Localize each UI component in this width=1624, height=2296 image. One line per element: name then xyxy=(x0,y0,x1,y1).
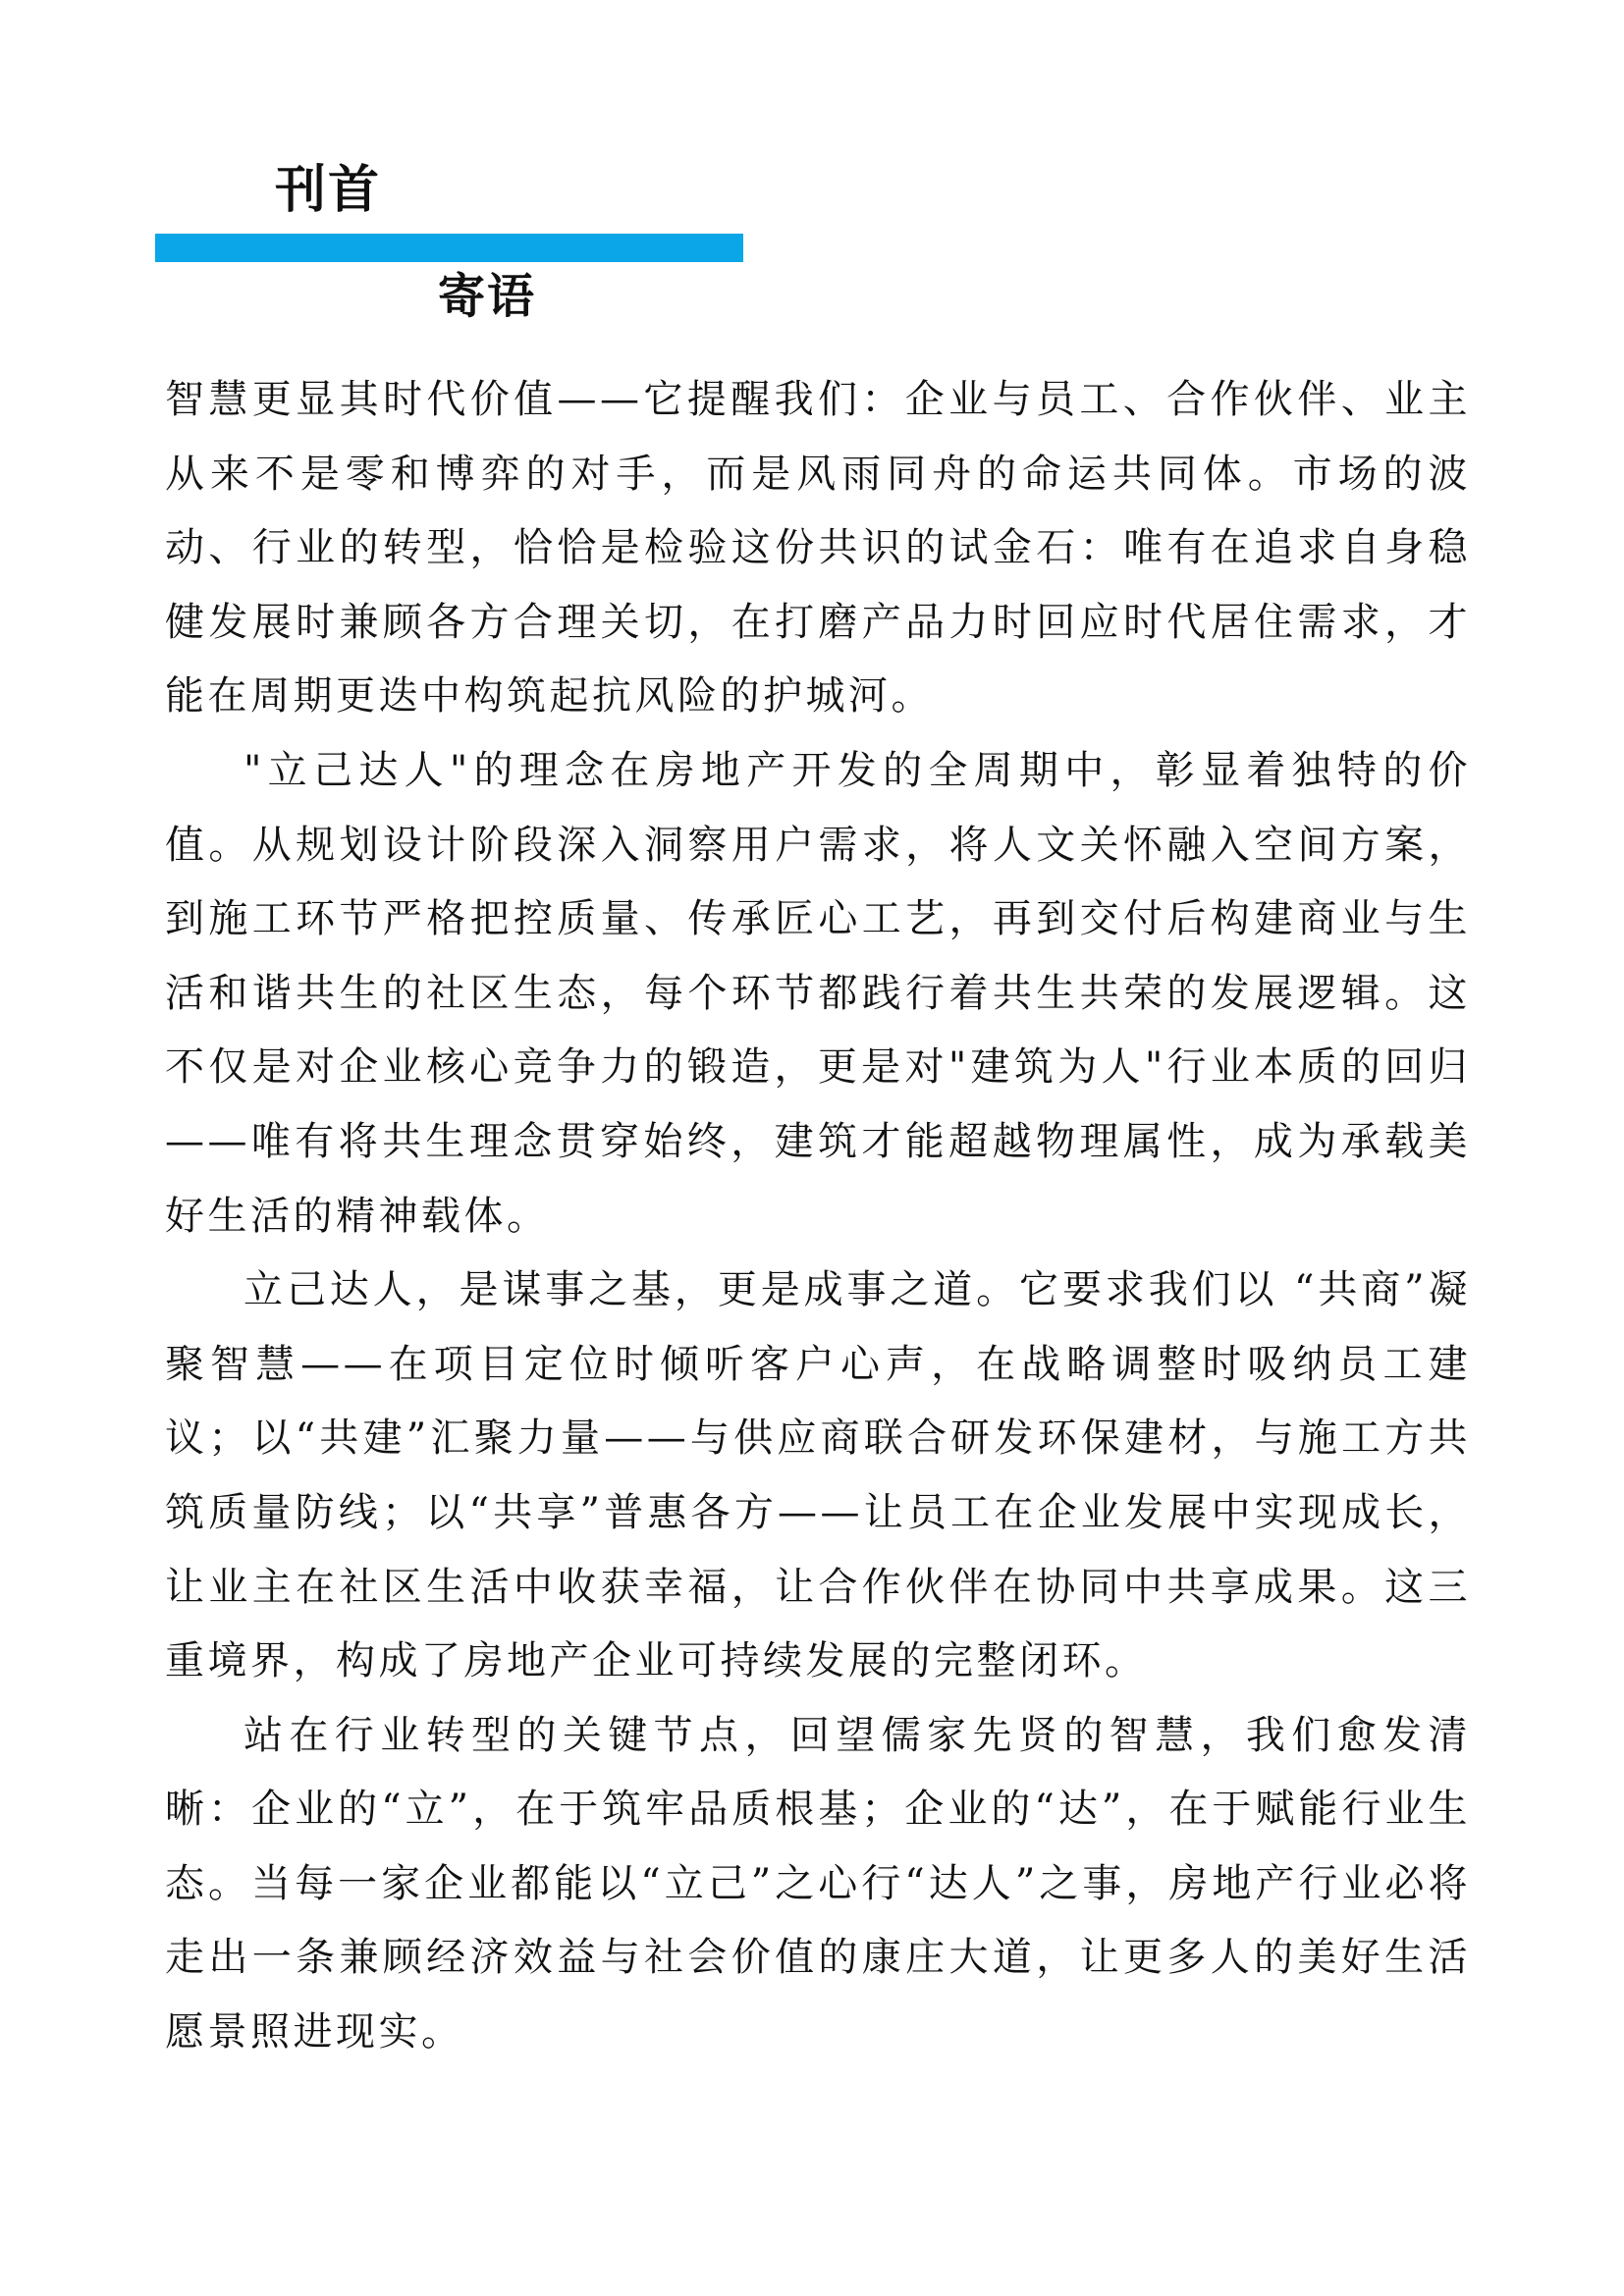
paragraph-3: 立己达人，是谋事之基，更是成事之道。它要求我们以 “共商”凝聚智慧——在项目定位时倾听客户心声，在战略调整时吸纳员工建议；以“共建”汇聚力量——与供应商联合研发环保建材，与施工方共筑质量防线；以“共享”普惠各方——让员工在企业发展中实现成长，让业主在社区生活中收获幸福，让合作伙伴在协同中共享成果。这三重境界，构成了房地产企业可持续发展的完整闭环。 xyxy=(165,1267,1471,1684)
paragraph-1: 智慧更显其时代价值——它提醒我们：企业与员工、合作伙伴、业主从来不是零和博弈的对手，而是风雨同舟的命运共同体。市场的波动、行业的转型，恰恰是检验这份共识的试金石：唯有在追求自身稳健发展时兼顾各方合理关切，在打磨产品力时回应时代居住需求，才能在周期更迭中构筑起抗风险的护城河。 xyxy=(165,377,1471,720)
paragraph-4: 站在行业转型的关键节点，回望儒家先贤的智慧，我们愈发清晰：企业的“立”，在于筑牢品质根基；企业的“达”，在于赋能行业生态。当每一家企业都能以“立己”之心行“达人”之事，房地产行业必将走出一条兼顾经济效益与社会价值的康庄大道，让更多人的美好生活愿景照进现实。 xyxy=(165,1712,1471,2056)
header-accent-bar xyxy=(155,234,743,262)
paragraph-2: "立己达人"的理念在房地产开发的全周期中，彰显着独特的价值。从规划设计阶段深入洞察用户需求，将人文关怀融入空间方案，到施工环节严格把控质量、传承匠心工艺，再到交付后构建商业与生活和谐共生的社区生态，每个环节都践行着共生共荣的发展逻辑。这不仅是对企业核心竞争力的锻造，更是对"建筑为人"行业本质的回归——唯有将共生理念贯穿始终，建筑才能超越物理属性，成为承载美好生活的精神载体。 xyxy=(165,747,1471,1239)
column-title: 刊首 xyxy=(275,161,382,220)
section-title: 寄语 xyxy=(438,269,537,324)
article-body xyxy=(165,363,1471,2070)
